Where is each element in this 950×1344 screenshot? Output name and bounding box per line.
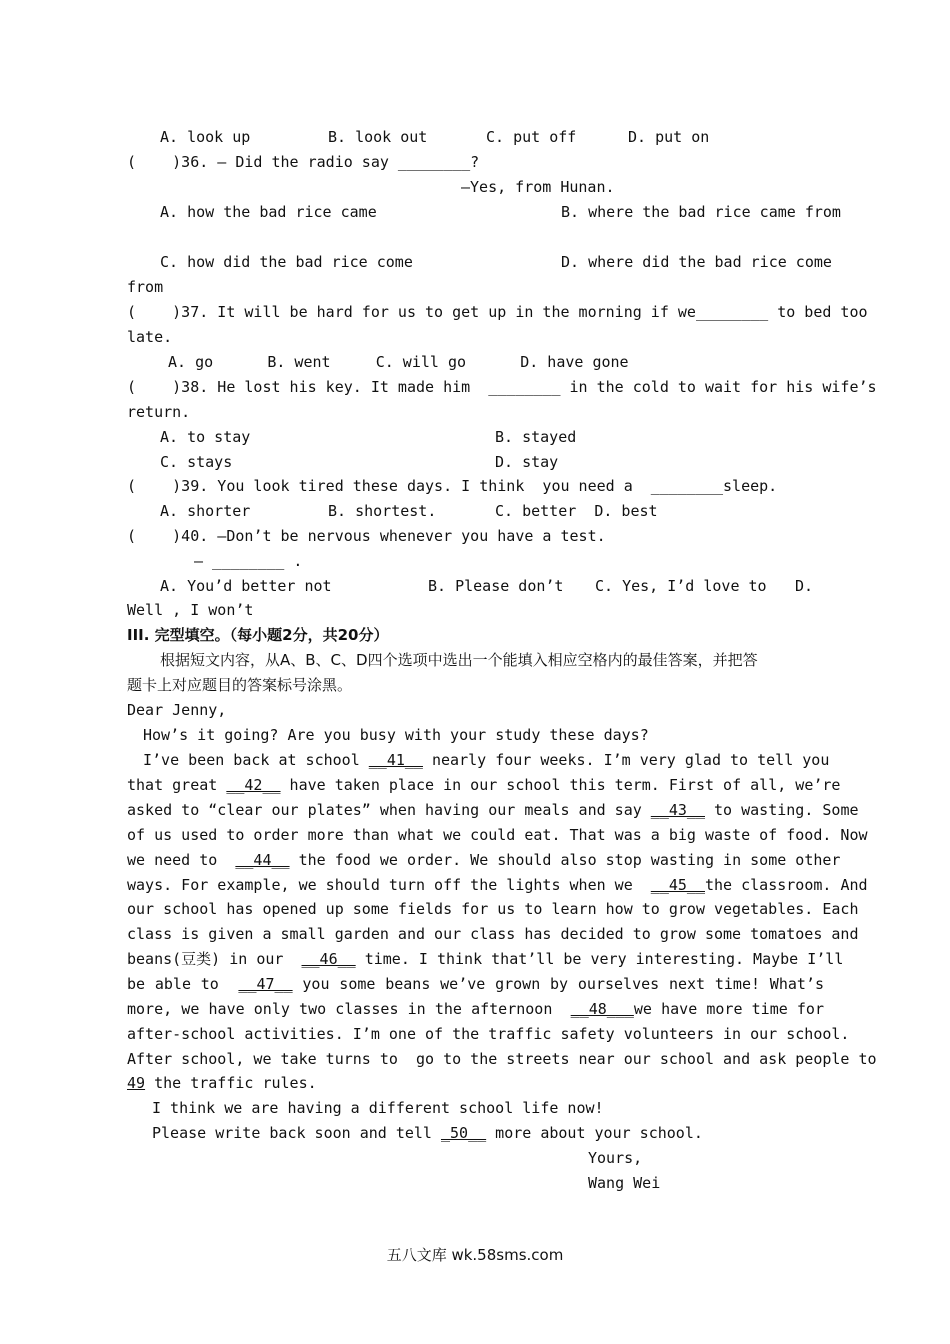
q36-option-d: D. where did the bad rice come <box>561 253 832 271</box>
letter-line <box>127 848 841 873</box>
q40-option-d: D. <box>795 577 814 595</box>
letter-line-text: ways. For example, we should turn off the lights when we <box>127 875 651 894</box>
letter-blank: __45__ <box>650 875 705 894</box>
letter-line <box>143 748 830 773</box>
section-instruction-1: 根据短文内容，从A、B、C、D四个选项中选出一个能填入相应空格内的最佳答案，并把答 <box>160 651 758 669</box>
p4-post: more about your school. <box>486 1124 703 1142</box>
letter-line-text: nearly four weeks. I’m very glad to tell you <box>422 751 830 769</box>
q39-option-b: B. shortest. <box>328 502 437 520</box>
q39-stem: ( )39. You look tired these days. I think you need a ________sleep. <box>127 477 778 495</box>
letter-blank: __43__ <box>650 800 705 819</box>
letter-blank: __48___ <box>570 1000 634 1018</box>
p4-pre: Please write back soon and tell <box>152 1124 441 1142</box>
letter-line-text: you some beans we’ve grown by ourselves next time! What’s <box>292 975 824 994</box>
letter-line-text: the classroom. And <box>704 875 868 894</box>
letter-blank: __41__ <box>368 751 423 769</box>
q39-option-a: A. shorter <box>160 502 251 520</box>
q40-stem: ( )40. —Don’t be nervous whenever you have a test. <box>127 527 606 545</box>
q40-option-c: C. Yes, I’d love to <box>595 577 767 595</box>
q40-option-a: A. You’d better not <box>160 577 332 595</box>
q38-stem: ( )38. He lost his key. It made him ________ in the cold to wait for his wife’s <box>127 378 877 396</box>
letter-line-last <box>127 1071 317 1096</box>
letter-line <box>127 972 824 997</box>
q35-option-b: B. look out <box>328 128 428 146</box>
section-title: III. 完型填空。（每小题2分，共20分） <box>127 626 389 644</box>
letter-blank: __44__ <box>235 850 290 869</box>
letter-paragraph-4 <box>152 1121 703 1146</box>
q36-option-a: A. how the bad rice came <box>160 203 377 221</box>
letter-closing: Yours, <box>588 1149 643 1167</box>
q37-options: A. go B. went C. will go D. have gone <box>168 353 629 371</box>
letter-line <box>127 798 859 823</box>
letter-line <box>127 1022 850 1047</box>
letter-line-text: our school has opened up some fields for us to learn how to grow vegetables. Each <box>127 900 859 919</box>
q35-option-a: A. look up <box>160 128 251 146</box>
q36-option-c: C. how did the bad rice come <box>160 253 413 271</box>
footer-watermark: 五八文库 wk.58sms.com <box>386 1246 564 1264</box>
letter-paragraph-1: How’s it going? Are you busy with your study these days? <box>143 726 649 744</box>
q38-option-c: C. stays <box>160 453 233 471</box>
letter-line <box>127 997 824 1022</box>
letter-line-text: be able to <box>127 975 239 994</box>
q40-reply: — ________ . <box>194 552 303 570</box>
q36-option-b: B. where the bad rice came from <box>561 203 841 221</box>
letter-line <box>127 873 868 898</box>
q37-stem-cont: late. <box>127 328 173 346</box>
letter-line-last-text: the traffic rules. <box>145 1074 317 1092</box>
letter-signature: Wang Wei <box>588 1174 661 1192</box>
letter-line-text: more, we have only two classes in the afternoon <box>127 1000 571 1018</box>
letter-greeting: Dear Jenny, <box>127 701 227 719</box>
letter-line <box>127 773 841 798</box>
letter-line <box>127 1047 877 1072</box>
q35-option-c: C. put off <box>486 128 577 146</box>
letter-line-text: time. I think that’ll be very interesting. Maybe I’ll <box>355 950 844 969</box>
letter-line-text: have taken place in our school this term. First of all, we’re <box>280 775 841 794</box>
letter-line <box>127 922 859 947</box>
q36-reply: —Yes, from Hunan. <box>461 178 615 196</box>
q35-option-d: D. put on <box>628 128 710 146</box>
letter-line <box>127 823 868 848</box>
letter-line-text: of us used to order more than what we could eat. That was a big waste of food. Now <box>127 825 868 844</box>
letter-line <box>127 897 859 922</box>
q38-option-d: D. stay <box>495 453 559 471</box>
letter-blank: __47__ <box>238 975 293 994</box>
letter-line-text: asked to “clear our plates” when having our meals and say <box>127 800 651 819</box>
q38-option-b: B. stayed <box>495 428 577 446</box>
letter-line-text: the food we order. We should also stop wasting in some other <box>289 850 841 869</box>
q38-option-a: A. to stay <box>160 428 251 446</box>
q40-option-d-cont: Well , I won’t <box>127 601 254 619</box>
blank-50: _50__ <box>440 1124 487 1142</box>
letter-line <box>127 947 844 972</box>
letter-line-text: we have more time for <box>633 1000 824 1018</box>
q39-option-cd: C. better D. best <box>495 502 658 520</box>
letter-line-text: beans(豆类) in our <box>127 950 302 969</box>
letter-line-text: we need to <box>127 850 236 869</box>
letter-line-text: that great <box>127 775 227 794</box>
q40-option-b: B. Please don’t <box>428 577 564 595</box>
letter-line-text: after-school activities. I’m one of the traffic safety volunteers in our school. <box>127 1024 850 1043</box>
letter-blank: __42__ <box>226 775 281 794</box>
q37-stem: ( )37. It will be hard for us to get up in the morning if we________ to bed too <box>127 303 868 321</box>
q36-stem: ( )36. — Did the radio say ________? <box>127 153 480 171</box>
letter-line-text: I’ve been back at school <box>143 751 369 769</box>
letter-paragraph-3: I think we are having a different school life now! <box>152 1099 604 1117</box>
letter-line-text: class is given a small garden and our class has decided to grow some tomatoes and <box>127 925 859 944</box>
q38-stem-cont: return. <box>127 403 191 421</box>
blank-49: 49 <box>127 1074 146 1092</box>
letter-line-text: After school, we take turns to go to the streets near our school and ask people to <box>127 1049 877 1068</box>
letter-line-text: to wasting. Some <box>704 800 859 819</box>
section-instruction-2: 题卡上对应题目的答案标号涂黑。 <box>127 676 353 694</box>
q36-option-d-cont: from <box>127 278 164 296</box>
letter-blank: __46__ <box>301 950 356 969</box>
